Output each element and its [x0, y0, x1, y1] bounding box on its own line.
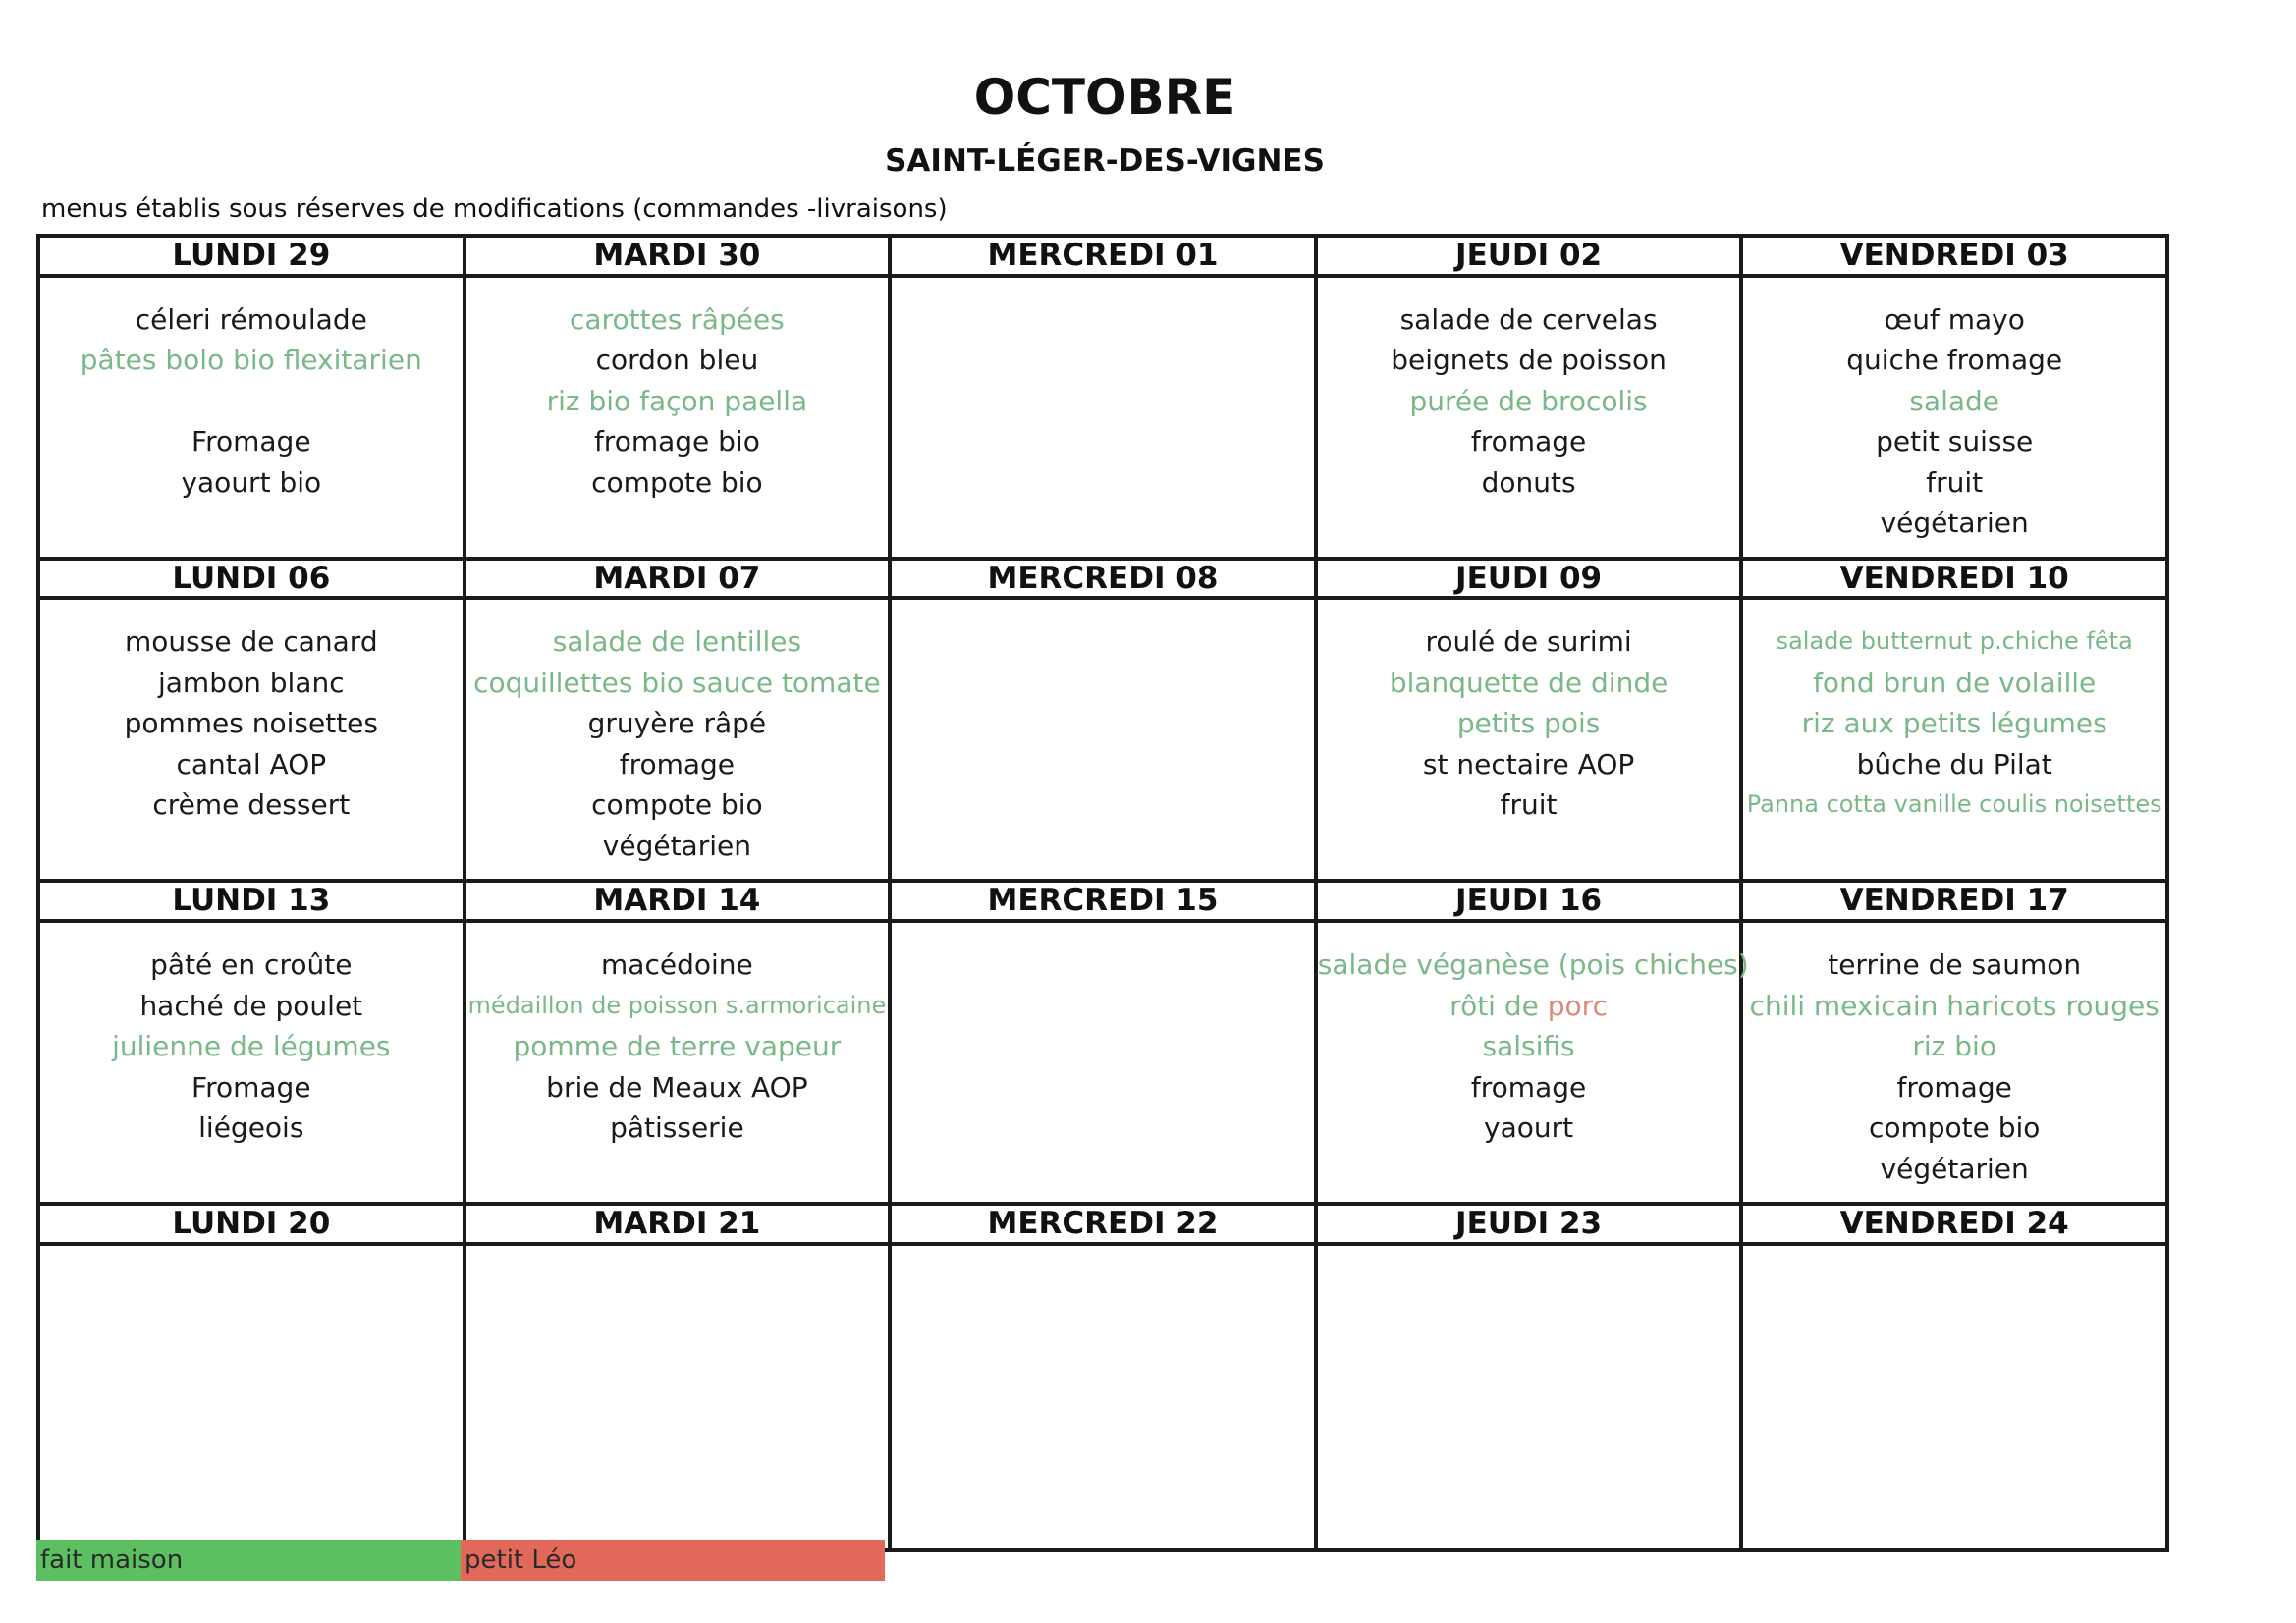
menu-item: pâtes bolo bio flexitarien — [80, 344, 422, 377]
legend — [36, 1540, 885, 1581]
menu-item: salade de cervelas — [1399, 302, 1658, 336]
day-label: JEUDI 16 — [1316, 881, 1742, 921]
day-label: JEUDI 09 — [1316, 559, 1742, 599]
menu-item: Fromage — [191, 425, 311, 459]
menu-item: yaourt bio — [181, 465, 322, 499]
menu-item: Fromage — [191, 1070, 311, 1104]
menu-item: végétarien — [1880, 1152, 2029, 1185]
menu-item: donuts — [1481, 465, 1576, 499]
menu-calendar — [36, 234, 2169, 1552]
menu-item: chili mexicain haricots rouges — [1749, 989, 2159, 1022]
day-label: LUNDI 29 — [38, 236, 465, 276]
menu-item: œuf mayo — [1884, 302, 2025, 336]
menu-row — [38, 921, 2167, 1204]
menu-item: yaourt — [1484, 1111, 1574, 1145]
page-subtitle: SAINT-LÉGER-DES-VIGNES — [885, 143, 1325, 179]
menu-item: jambon blanc — [157, 666, 345, 699]
menu-item: riz aux petits légumes — [1801, 707, 2107, 740]
day-menu-cell — [1316, 598, 1742, 881]
menu-item: salade butternut p.chiche fêta — [1776, 627, 2133, 656]
day-label: MARDI 21 — [465, 1204, 891, 1244]
menu-item — [40, 381, 463, 422]
day-menu-cell — [1316, 276, 1742, 559]
menu-item: pâtisserie — [610, 1111, 744, 1145]
menu-item — [1318, 986, 1740, 1027]
day-menu-cell — [890, 276, 1316, 559]
day-label: JEUDI 23 — [1316, 1204, 1742, 1244]
menu-item: pommes noisettes — [124, 707, 378, 740]
day-label: VENDREDI 24 — [1741, 1204, 2167, 1244]
menu-item: céleri rémoulade — [135, 302, 367, 336]
day-menu-cell — [1741, 1244, 2167, 1550]
menu-item: riz bio façon paella — [546, 384, 808, 417]
day-label: JEUDI 02 — [1316, 236, 1742, 276]
day-menu-cell — [1741, 598, 2167, 881]
menu-item: carottes râpées — [570, 302, 785, 336]
menu-item: st nectaire AOP — [1422, 747, 1635, 781]
day-label: LUNDI 06 — [38, 559, 465, 599]
menu-item: végétarien — [602, 829, 751, 862]
menu-item: salade — [1909, 384, 2000, 417]
legend-item: petit Léo — [461, 1540, 885, 1581]
menu-item: julienne de légumes — [112, 1030, 391, 1063]
menu-item: fruit — [1926, 465, 1984, 499]
menu-item: mousse de canard — [124, 625, 378, 659]
day-label: MERCREDI 15 — [890, 881, 1316, 921]
menu-item: salsifis — [1482, 1030, 1575, 1063]
day-menu-cell — [38, 1244, 465, 1550]
day-menu-cell — [465, 598, 891, 881]
page-title: OCTOBRE — [973, 69, 1236, 126]
menu-item: pâté en croûte — [150, 948, 353, 982]
menu-item-text: rôti de — [1449, 989, 1548, 1022]
day-menu-cell — [890, 921, 1316, 1204]
menu-item: beignets de poisson — [1391, 344, 1667, 377]
day-header-row — [38, 881, 2167, 921]
menu-item: coquillettes bio sauce tomate — [473, 666, 881, 699]
menu-item: végétarien — [1880, 507, 2029, 540]
menu-item-highlight: porc — [1547, 989, 1608, 1022]
legend-item: fait maison — [36, 1540, 461, 1581]
menu-item: roulé de surimi — [1425, 625, 1632, 659]
day-menu-cell — [465, 1244, 891, 1550]
day-menu-cell — [38, 276, 465, 559]
day-label: VENDREDI 17 — [1741, 881, 2167, 921]
disclaimer-note: menus établis sous réserves de modifications (commandes -livraisons) — [41, 194, 948, 224]
day-menu-cell — [38, 598, 465, 881]
menu-item: liégeois — [198, 1111, 304, 1145]
menu-item: haché de poulet — [139, 989, 363, 1022]
menu-item: purée de brocolis — [1409, 384, 1648, 417]
menu-item: petits pois — [1456, 707, 1601, 740]
day-label: MARDI 14 — [465, 881, 891, 921]
day-label: MARDI 07 — [465, 559, 891, 599]
menu-row — [38, 598, 2167, 881]
menu-item: fruit — [1500, 788, 1558, 822]
menu-item: fromage — [1470, 425, 1587, 459]
day-menu-cell — [1741, 276, 2167, 559]
day-header-row — [38, 1204, 2167, 1244]
menu-item: compote bio — [591, 788, 763, 822]
day-label: VENDREDI 03 — [1741, 236, 2167, 276]
menu-item: macédoine — [601, 948, 753, 982]
menu-item: brie de Meaux AOP — [546, 1070, 808, 1104]
menu-item: blanquette de dinde — [1389, 666, 1668, 699]
menu-item: fromage — [1896, 1070, 2012, 1104]
menu-item: fromage bio — [593, 425, 760, 459]
menu-item: pomme de terre vapeur — [513, 1030, 842, 1063]
day-menu-cell — [465, 276, 891, 559]
menu-item: médaillon de poisson s.armoricaine — [467, 991, 887, 1019]
menu-row — [38, 276, 2167, 559]
menu-item: bûche du Pilat — [1856, 747, 2052, 781]
menu-item: petit suisse — [1876, 425, 2034, 459]
menu-item: fromage — [1470, 1070, 1587, 1104]
day-label: MERCREDI 22 — [890, 1204, 1316, 1244]
day-menu-cell — [38, 921, 465, 1204]
menu-item: compote bio — [591, 465, 763, 499]
menu-item: gruyère râpé — [587, 707, 767, 740]
day-menu-cell — [1316, 1244, 1742, 1550]
day-label: LUNDI 13 — [38, 881, 465, 921]
day-menu-cell — [1316, 921, 1749, 1204]
menu-item: compote bio — [1868, 1111, 2041, 1145]
menu-item: cordon bleu — [595, 344, 759, 377]
day-menu-cell — [890, 598, 1316, 881]
menu-item: fromage — [619, 747, 736, 781]
menu-item: crème dessert — [152, 788, 351, 822]
day-menu-cell — [1741, 921, 2167, 1204]
menu-item: Panna cotta vanille coulis noisettes — [1746, 790, 2162, 819]
day-label: MERCREDI 01 — [890, 236, 1316, 276]
day-label: MARDI 30 — [465, 236, 891, 276]
menu-item: riz bio — [1912, 1030, 1996, 1063]
day-menu-cell — [465, 921, 891, 1204]
day-label: VENDREDI 10 — [1741, 559, 2167, 599]
menu-row — [38, 1244, 2167, 1550]
day-header-row — [38, 559, 2167, 599]
day-label: LUNDI 20 — [38, 1204, 465, 1244]
menu-item: quiche fromage — [1846, 344, 2063, 377]
day-label: MERCREDI 08 — [890, 559, 1316, 599]
day-menu-cell — [890, 1244, 1316, 1550]
menu-item: salade de lentilles — [552, 625, 802, 659]
menu-item: salade véganèse (pois chiches) — [1317, 948, 1749, 982]
menu-item: fond brun de volaille — [1813, 666, 2097, 699]
menu-item: cantal AOP — [176, 747, 327, 781]
menu-item: terrine de saumon — [1828, 948, 2082, 982]
day-header-row — [38, 236, 2167, 276]
